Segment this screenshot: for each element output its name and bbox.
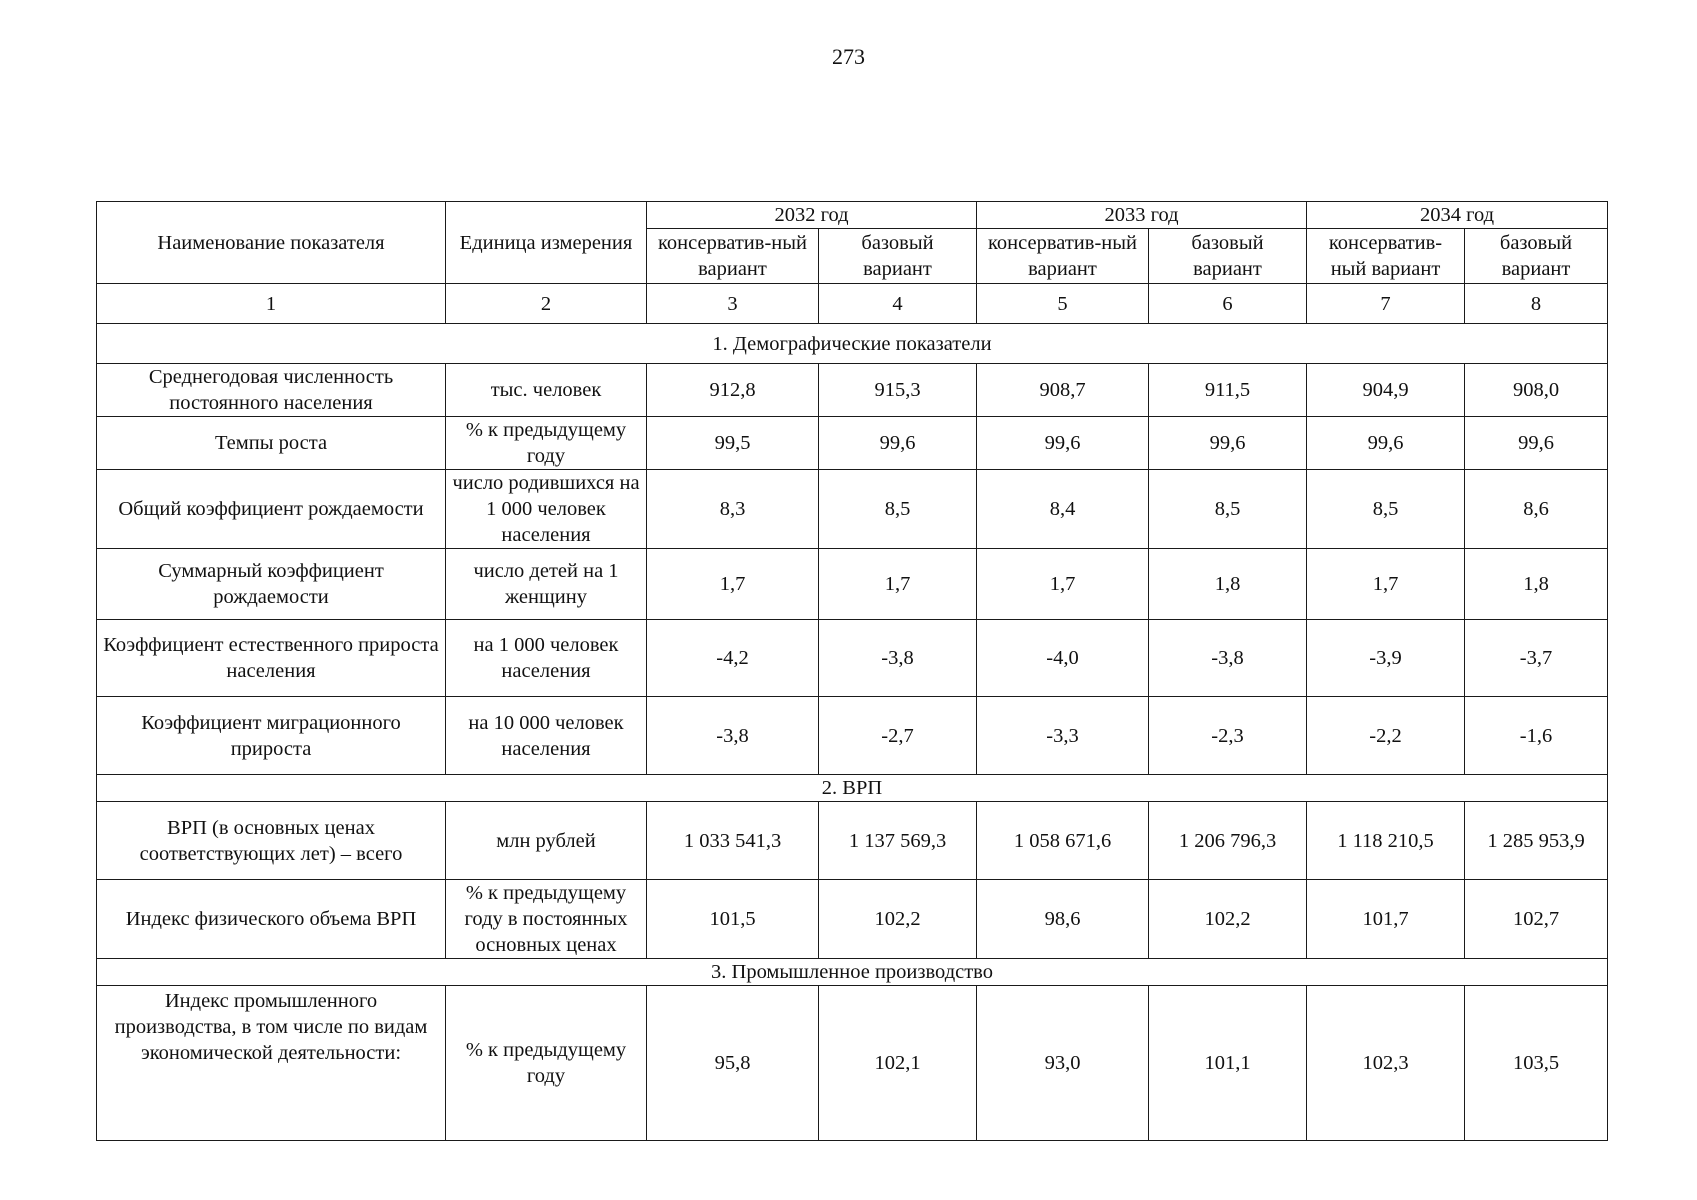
table-row bbox=[97, 364, 1608, 417]
row-value: 1,7 bbox=[977, 549, 1149, 620]
row-indicator-name: Среднегодовая численность постоянного населения bbox=[97, 364, 446, 417]
column-number: 5 bbox=[977, 284, 1149, 324]
row-value: -3,9 bbox=[1307, 620, 1465, 697]
row-value: 1 285 953,9 bbox=[1465, 802, 1608, 880]
header-year-2032: 2032 год bbox=[647, 202, 977, 229]
row-value: 102,2 bbox=[819, 880, 977, 959]
column-number: 6 bbox=[1149, 284, 1307, 324]
table-row bbox=[97, 549, 1608, 620]
header-variant-conservative: консерватив-ный вариант bbox=[647, 229, 819, 284]
row-value: 1,7 bbox=[647, 549, 819, 620]
row-value: -1,6 bbox=[1465, 697, 1608, 775]
section-title-industry: 3. Промышленное производство bbox=[97, 959, 1608, 986]
row-value: 904,9 bbox=[1307, 364, 1465, 417]
row-value: 1,8 bbox=[1465, 549, 1608, 620]
row-indicator-name: Суммарный коэффициент рождаемости bbox=[97, 549, 446, 620]
row-value: 101,1 bbox=[1149, 986, 1307, 1141]
row-value: -2,3 bbox=[1149, 697, 1307, 775]
header-year-2033: 2033 год bbox=[977, 202, 1307, 229]
row-value: 8,3 bbox=[647, 470, 819, 549]
row-value: 99,6 bbox=[1149, 417, 1307, 470]
row-unit: число детей на 1 женщину bbox=[446, 549, 647, 620]
column-number: 4 bbox=[819, 284, 977, 324]
column-number: 7 bbox=[1307, 284, 1465, 324]
header-variant-conservative: консерватив-ный вариант bbox=[977, 229, 1149, 284]
row-value: -4,2 bbox=[647, 620, 819, 697]
row-indicator-name: Индекс промышленного производства, в том числе по видам экономической деятельности: bbox=[97, 986, 446, 1141]
row-value: 1,7 bbox=[1307, 549, 1465, 620]
page-number: 273 bbox=[832, 44, 865, 69]
row-value: 102,7 bbox=[1465, 880, 1608, 959]
table-row bbox=[97, 986, 1608, 1141]
indicators-table bbox=[96, 201, 1608, 1141]
row-indicator-name: ВРП (в основных ценах соответствующих лет) – всего bbox=[97, 802, 446, 880]
row-value: -4,0 bbox=[977, 620, 1149, 697]
row-value: -2,7 bbox=[819, 697, 977, 775]
header-variant-base: базовый вариант bbox=[819, 229, 977, 284]
column-numbers-row bbox=[97, 284, 1608, 324]
row-indicator-name: Общий коэффициент рождаемости bbox=[97, 470, 446, 549]
table-row bbox=[97, 880, 1608, 959]
row-value: 102,3 bbox=[1307, 986, 1465, 1141]
column-number: 1 bbox=[97, 284, 446, 324]
column-number: 8 bbox=[1465, 284, 1608, 324]
row-value: 93,0 bbox=[977, 986, 1149, 1141]
row-indicator-name: Темпы роста bbox=[97, 417, 446, 470]
row-unit: на 1 000 человек населения bbox=[446, 620, 647, 697]
row-value: 8,5 bbox=[1307, 470, 1465, 549]
row-value: 99,5 bbox=[647, 417, 819, 470]
row-value: 103,5 bbox=[1465, 986, 1608, 1141]
row-value: -3,8 bbox=[1149, 620, 1307, 697]
row-unit: % к предыдущему году bbox=[446, 417, 647, 470]
row-value: 95,8 bbox=[647, 986, 819, 1141]
row-value: 101,7 bbox=[1307, 880, 1465, 959]
table-row bbox=[97, 802, 1608, 880]
row-value: -3,3 bbox=[977, 697, 1149, 775]
row-value: 1 033 541,3 bbox=[647, 802, 819, 880]
row-indicator-name: Коэффициент миграционного прироста bbox=[97, 697, 446, 775]
row-value: 8,6 bbox=[1465, 470, 1608, 549]
row-indicator-name: Индекс физического объема ВРП bbox=[97, 880, 446, 959]
row-value: 1,8 bbox=[1149, 549, 1307, 620]
row-value: 1 137 569,3 bbox=[819, 802, 977, 880]
row-value: 1 118 210,5 bbox=[1307, 802, 1465, 880]
row-value: 102,1 bbox=[819, 986, 977, 1141]
row-value: 1 058 671,6 bbox=[977, 802, 1149, 880]
row-value: 102,2 bbox=[1149, 880, 1307, 959]
row-value: -3,8 bbox=[819, 620, 977, 697]
table-row bbox=[97, 470, 1608, 549]
row-indicator-name: Коэффициент естественного прироста населения bbox=[97, 620, 446, 697]
row-value: 99,6 bbox=[977, 417, 1149, 470]
row-value: 908,0 bbox=[1465, 364, 1608, 417]
section-title-grp: 2. ВРП bbox=[97, 775, 1608, 802]
row-value: 911,5 bbox=[1149, 364, 1307, 417]
row-unit: % к предыдущему году в постоянных основных ценах bbox=[446, 880, 647, 959]
row-value: -3,7 bbox=[1465, 620, 1608, 697]
row-value: 8,5 bbox=[819, 470, 977, 549]
row-value: 915,3 bbox=[819, 364, 977, 417]
table-row bbox=[97, 417, 1608, 470]
header-year-2034: 2034 год bbox=[1307, 202, 1608, 229]
table-row bbox=[97, 620, 1608, 697]
row-value: 8,5 bbox=[1149, 470, 1307, 549]
row-unit: тыс. человек bbox=[446, 364, 647, 417]
header-unit: Единица измерения bbox=[446, 202, 647, 284]
row-value: 8,4 bbox=[977, 470, 1149, 549]
header-indicator: Наименование показателя bbox=[97, 202, 446, 284]
row-value: 98,6 bbox=[977, 880, 1149, 959]
header-variant-base: базовый вариант bbox=[1465, 229, 1608, 284]
table-row bbox=[97, 697, 1608, 775]
column-number: 2 bbox=[446, 284, 647, 324]
row-unit: млн рублей bbox=[446, 802, 647, 880]
column-number: 3 bbox=[647, 284, 819, 324]
section-title-demographics: 1. Демографические показатели bbox=[97, 324, 1608, 364]
row-value: 908,7 bbox=[977, 364, 1149, 417]
row-value: 101,5 bbox=[647, 880, 819, 959]
row-unit: число родившихся на 1 000 человек населения bbox=[446, 470, 647, 549]
row-value: 99,6 bbox=[1465, 417, 1608, 470]
row-value: 99,6 bbox=[1307, 417, 1465, 470]
row-value: -2,2 bbox=[1307, 697, 1465, 775]
row-unit: на 10 000 человек населения bbox=[446, 697, 647, 775]
row-value: -3,8 bbox=[647, 697, 819, 775]
row-value: 912,8 bbox=[647, 364, 819, 417]
header-variant-base: базовый вариант bbox=[1149, 229, 1307, 284]
row-value: 99,6 bbox=[819, 417, 977, 470]
row-value: 1,7 bbox=[819, 549, 977, 620]
row-unit: % к предыдущему году bbox=[446, 986, 647, 1141]
header-variant-conservative: консерватив-ный вариант bbox=[1307, 229, 1465, 284]
row-value: 1 206 796,3 bbox=[1149, 802, 1307, 880]
